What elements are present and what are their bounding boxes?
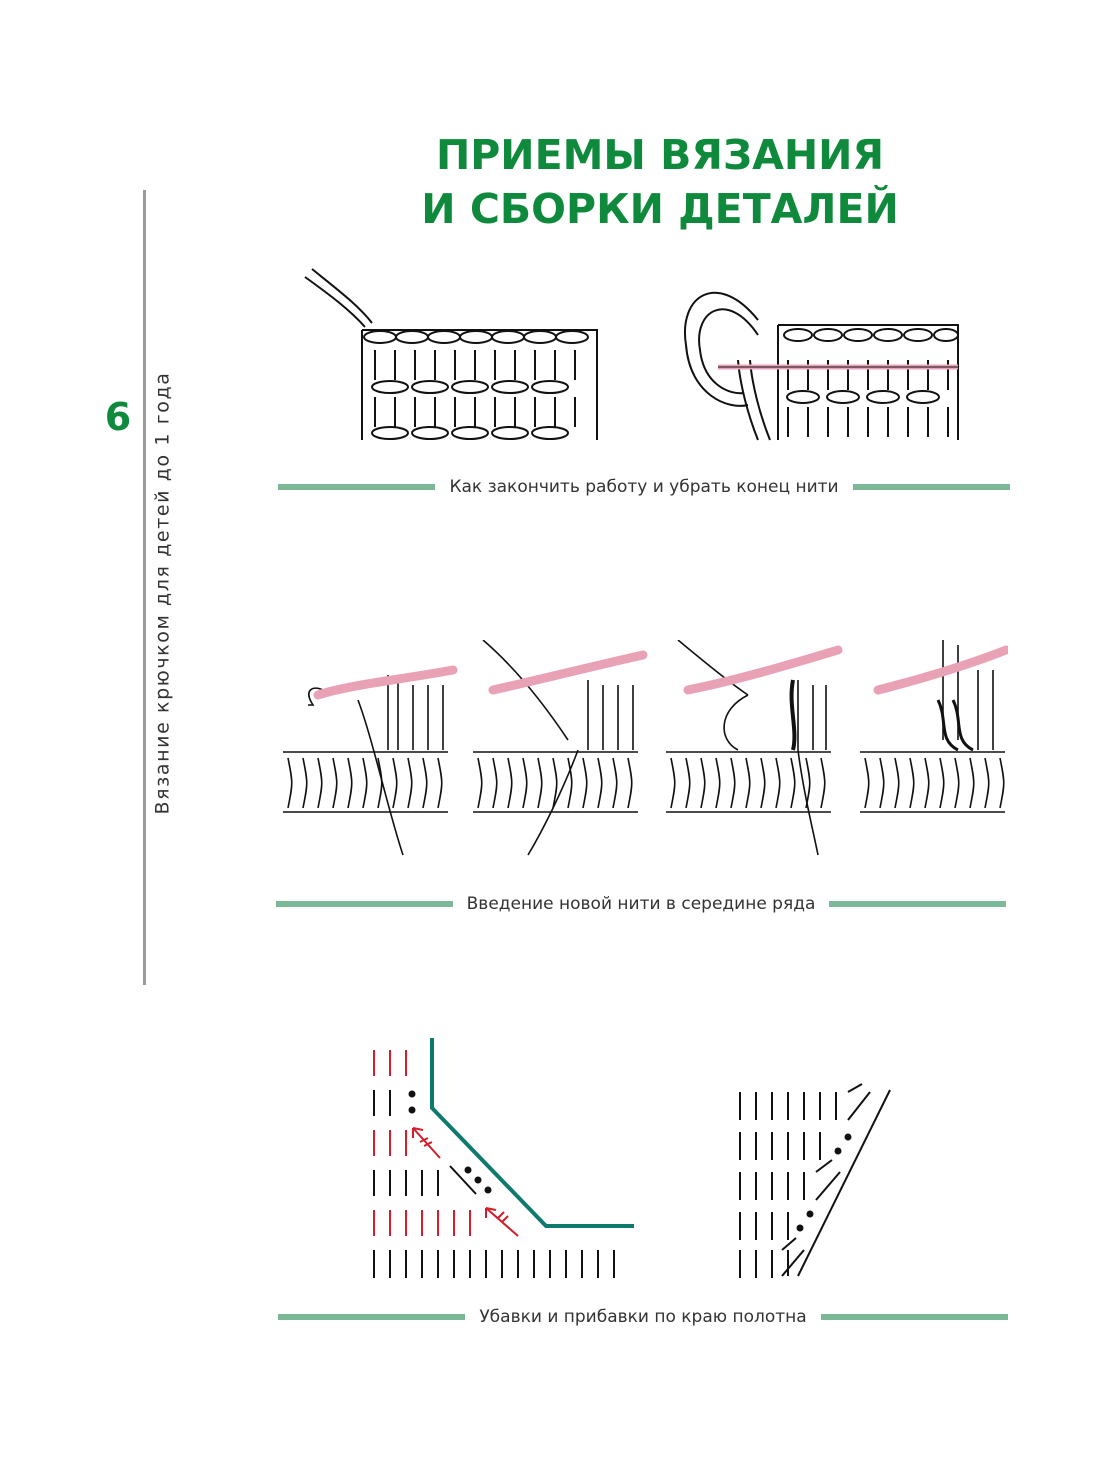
needle-tail-weaving-illustration [678, 265, 963, 450]
finished-edge-illustration [300, 265, 600, 450]
caption-bar-left [278, 1314, 465, 1320]
new-yarn-step-4 [860, 640, 1005, 812]
caption-bar-right [821, 1314, 1008, 1320]
increase-chart [730, 1082, 900, 1280]
decrease-chart [368, 1036, 636, 1284]
caption-finishing: Как закончить работу и убрать конец нити [449, 477, 839, 497]
caption-row-1 [278, 475, 1010, 499]
caption-bar-left [278, 484, 435, 490]
page-title [400, 128, 920, 236]
caption-new-yarn: Введение новой нити в середине ряда [466, 894, 816, 914]
page-title-line-2: И СБОРКИ ДЕТАЛЕЙ [421, 185, 899, 233]
caption-decreases-increases: Убавки и прибавки по краю полотна [479, 1307, 807, 1327]
running-head [147, 340, 177, 845]
caption-bar-left [276, 901, 453, 907]
caption-bar-right [829, 901, 1006, 907]
new-yarn-steps-illustration [278, 640, 1008, 865]
caption-row-3 [278, 1305, 1008, 1329]
running-head-text: Вязание крючком для детей до 1 года [151, 371, 174, 814]
new-yarn-step-1 [278, 675, 450, 855]
caption-bar-right [853, 484, 1010, 490]
page-title-line-1: ПРИЕМЫ ВЯЗАНИЯ [435, 131, 885, 179]
page-number: 6 [104, 395, 132, 439]
caption-row-2 [276, 892, 1006, 916]
side-vertical-rule [143, 190, 146, 985]
